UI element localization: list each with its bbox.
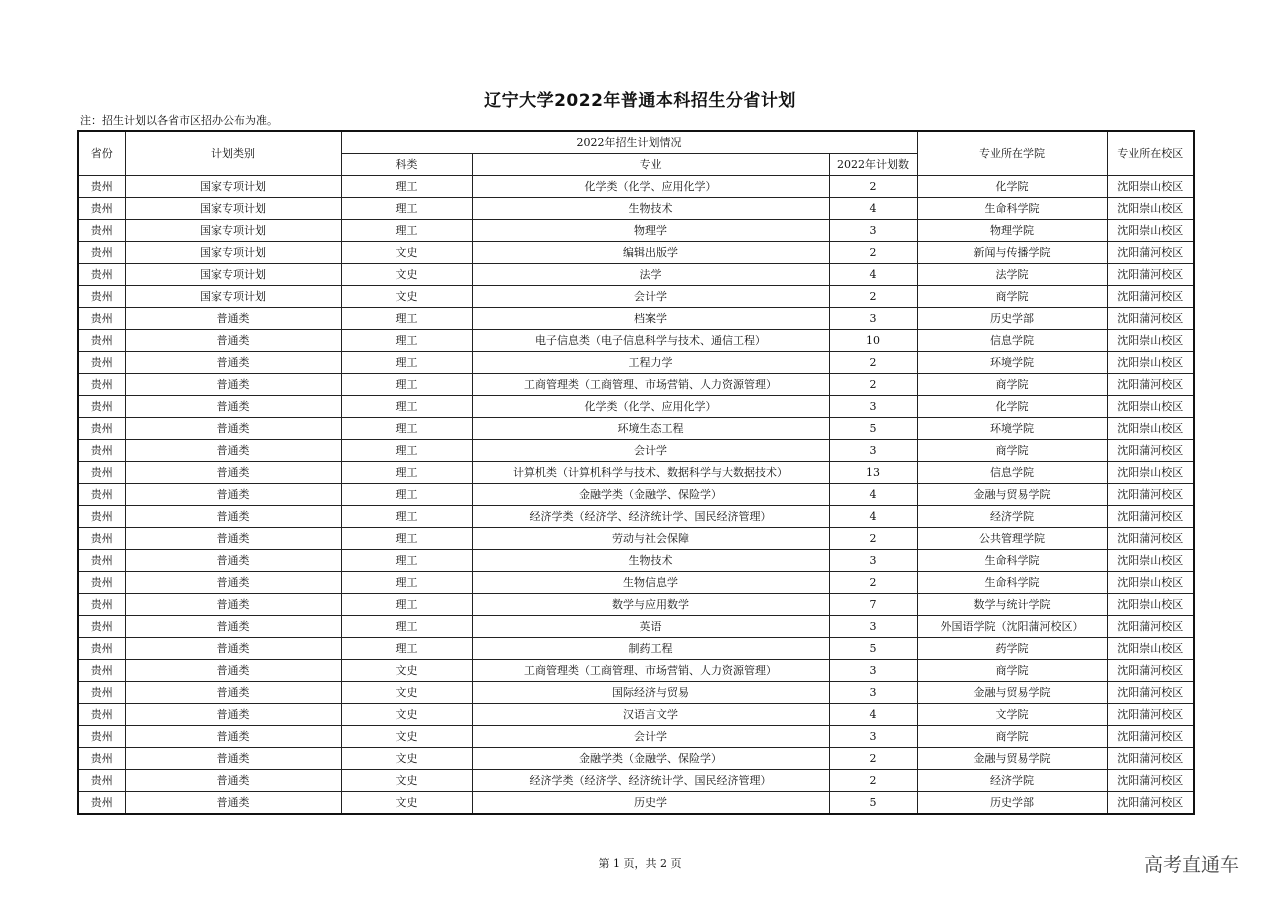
header-plan-group: 2022年招生计划情况 <box>341 131 917 154</box>
cell-college: 数学与统计学院 <box>917 594 1107 616</box>
cell-province: 贵州 <box>78 462 125 484</box>
cell-plan-type: 普通类 <box>125 330 341 352</box>
cell-major: 会计学 <box>472 286 829 308</box>
cell-major: 制药工程 <box>472 638 829 660</box>
cell-category: 文史 <box>341 770 472 792</box>
table-row <box>78 220 1194 242</box>
cell-province: 贵州 <box>78 440 125 462</box>
cell-province: 贵州 <box>78 330 125 352</box>
cell-campus: 沈阳崇山校区 <box>1107 176 1194 198</box>
cell-major: 电子信息类（电子信息科学与技术、通信工程） <box>472 330 829 352</box>
table-row <box>78 660 1194 682</box>
table-header <box>78 131 1194 176</box>
cell-plan-type: 国家专项计划 <box>125 176 341 198</box>
header-count: 2022年计划数 <box>829 154 917 176</box>
cell-college: 环境学院 <box>917 418 1107 440</box>
cell-college: 公共管理学院 <box>917 528 1107 550</box>
cell-plan-type: 普通类 <box>125 792 341 815</box>
cell-major: 物理学 <box>472 220 829 242</box>
table-row <box>78 374 1194 396</box>
cell-category: 理工 <box>341 220 472 242</box>
cell-college: 生命科学院 <box>917 198 1107 220</box>
cell-major: 档案学 <box>472 308 829 330</box>
cell-province: 贵州 <box>78 352 125 374</box>
cell-campus: 沈阳崇山校区 <box>1107 550 1194 572</box>
cell-campus: 沈阳崇山校区 <box>1107 396 1194 418</box>
cell-plan-type: 普通类 <box>125 308 341 330</box>
cell-major: 国际经济与贸易 <box>472 682 829 704</box>
cell-campus: 沈阳蒲河校区 <box>1107 286 1194 308</box>
cell-province: 贵州 <box>78 572 125 594</box>
cell-major: 历史学 <box>472 792 829 815</box>
cell-province: 贵州 <box>78 374 125 396</box>
cell-count: 10 <box>829 330 917 352</box>
table-row <box>78 594 1194 616</box>
cell-college: 历史学部 <box>917 308 1107 330</box>
cell-province: 贵州 <box>78 792 125 815</box>
table-row <box>78 726 1194 748</box>
cell-plan-type: 普通类 <box>125 352 341 374</box>
cell-major: 会计学 <box>472 440 829 462</box>
cell-major: 数学与应用数学 <box>472 594 829 616</box>
cell-category: 理工 <box>341 550 472 572</box>
cell-count: 3 <box>829 220 917 242</box>
cell-college: 金融与贸易学院 <box>917 682 1107 704</box>
cell-campus: 沈阳蒲河校区 <box>1107 770 1194 792</box>
cell-major: 化学类（化学、应用化学） <box>472 396 829 418</box>
cell-plan-type: 普通类 <box>125 726 341 748</box>
cell-college: 商学院 <box>917 726 1107 748</box>
cell-province: 贵州 <box>78 418 125 440</box>
cell-province: 贵州 <box>78 506 125 528</box>
cell-category: 理工 <box>341 396 472 418</box>
cell-college: 物理学院 <box>917 220 1107 242</box>
cell-plan-type: 普通类 <box>125 440 341 462</box>
cell-college: 经济学院 <box>917 770 1107 792</box>
cell-plan-type: 普通类 <box>125 594 341 616</box>
cell-count: 3 <box>829 682 917 704</box>
cell-province: 贵州 <box>78 770 125 792</box>
cell-province: 贵州 <box>78 638 125 660</box>
cell-college: 商学院 <box>917 286 1107 308</box>
cell-province: 贵州 <box>78 198 125 220</box>
cell-college: 商学院 <box>917 374 1107 396</box>
cell-college: 外国语学院（沈阳蒲河校区） <box>917 616 1107 638</box>
cell-count: 5 <box>829 638 917 660</box>
cell-major: 化学类（化学、应用化学） <box>472 176 829 198</box>
cell-major: 经济学类（经济学、经济统计学、国民经济管理） <box>472 506 829 528</box>
cell-province: 贵州 <box>78 748 125 770</box>
cell-campus: 沈阳崇山校区 <box>1107 418 1194 440</box>
cell-college: 商学院 <box>917 660 1107 682</box>
cell-plan-type: 普通类 <box>125 660 341 682</box>
cell-campus: 沈阳崇山校区 <box>1107 198 1194 220</box>
cell-count: 3 <box>829 550 917 572</box>
cell-college: 经济学院 <box>917 506 1107 528</box>
cell-count: 2 <box>829 176 917 198</box>
table-row <box>78 704 1194 726</box>
cell-major: 编辑出版学 <box>472 242 829 264</box>
cell-count: 2 <box>829 770 917 792</box>
cell-major: 计算机类（计算机科学与技术、数据科学与大数据技术） <box>472 462 829 484</box>
cell-province: 贵州 <box>78 176 125 198</box>
cell-plan-type: 普通类 <box>125 484 341 506</box>
cell-count: 4 <box>829 484 917 506</box>
table-row <box>78 792 1194 815</box>
table-row <box>78 396 1194 418</box>
cell-major: 工商管理类（工商管理、市场营销、人力资源管理） <box>472 660 829 682</box>
cell-campus: 沈阳蒲河校区 <box>1107 792 1194 815</box>
cell-major: 工商管理类（工商管理、市场营销、人力资源管理） <box>472 374 829 396</box>
table-row <box>78 264 1194 286</box>
cell-province: 贵州 <box>78 242 125 264</box>
cell-count: 4 <box>829 506 917 528</box>
cell-campus: 沈阳蒲河校区 <box>1107 528 1194 550</box>
cell-campus: 沈阳蒲河校区 <box>1107 682 1194 704</box>
page-footer: 第 1 页，共 2 页 <box>598 857 682 870</box>
table-row <box>78 616 1194 638</box>
cell-plan-type: 普通类 <box>125 704 341 726</box>
table-row <box>78 286 1194 308</box>
cell-count: 3 <box>829 308 917 330</box>
cell-college: 化学院 <box>917 396 1107 418</box>
table-body <box>78 176 1194 815</box>
cell-count: 4 <box>829 264 917 286</box>
cell-count: 13 <box>829 462 917 484</box>
table-row <box>78 352 1194 374</box>
cell-major: 环境生态工程 <box>472 418 829 440</box>
cell-college: 金融与贸易学院 <box>917 484 1107 506</box>
cell-campus: 沈阳崇山校区 <box>1107 462 1194 484</box>
cell-category: 理工 <box>341 176 472 198</box>
cell-count: 3 <box>829 440 917 462</box>
cell-plan-type: 普通类 <box>125 616 341 638</box>
cell-count: 2 <box>829 352 917 374</box>
cell-college: 文学院 <box>917 704 1107 726</box>
cell-category: 理工 <box>341 352 472 374</box>
cell-count: 2 <box>829 286 917 308</box>
cell-college: 生命科学院 <box>917 550 1107 572</box>
cell-province: 贵州 <box>78 660 125 682</box>
table-row <box>78 308 1194 330</box>
cell-plan-type: 国家专项计划 <box>125 242 341 264</box>
cell-province: 贵州 <box>78 682 125 704</box>
cell-college: 药学院 <box>917 638 1107 660</box>
table-row <box>78 418 1194 440</box>
table-row <box>78 330 1194 352</box>
cell-province: 贵州 <box>78 704 125 726</box>
cell-count: 5 <box>829 418 917 440</box>
note-text: 注：招生计划以各省市区招办公布为准。 <box>80 114 278 127</box>
cell-category: 理工 <box>341 440 472 462</box>
cell-count: 2 <box>829 572 917 594</box>
cell-college: 环境学院 <box>917 352 1107 374</box>
table-row <box>78 462 1194 484</box>
cell-category: 文史 <box>341 286 472 308</box>
cell-college: 历史学部 <box>917 792 1107 815</box>
cell-plan-type: 国家专项计划 <box>125 220 341 242</box>
cell-plan-type: 普通类 <box>125 374 341 396</box>
cell-province: 贵州 <box>78 220 125 242</box>
cell-campus: 沈阳蒲河校区 <box>1107 308 1194 330</box>
cell-campus: 沈阳崇山校区 <box>1107 352 1194 374</box>
cell-count: 3 <box>829 726 917 748</box>
cell-campus: 沈阳蒲河校区 <box>1107 660 1194 682</box>
page-title: 辽宁大学2022年普通本科招生分省计划 <box>484 91 796 111</box>
cell-category: 文史 <box>341 264 472 286</box>
cell-major: 经济学类（经济学、经济统计学、国民经济管理） <box>472 770 829 792</box>
cell-category: 理工 <box>341 594 472 616</box>
cell-category: 理工 <box>341 198 472 220</box>
cell-category: 文史 <box>341 682 472 704</box>
cell-province: 贵州 <box>78 484 125 506</box>
header-province: 省份 <box>78 131 125 176</box>
cell-major: 法学 <box>472 264 829 286</box>
cell-campus: 沈阳蒲河校区 <box>1107 704 1194 726</box>
cell-category: 理工 <box>341 330 472 352</box>
cell-plan-type: 普通类 <box>125 572 341 594</box>
table-row <box>78 528 1194 550</box>
cell-province: 贵州 <box>78 726 125 748</box>
cell-province: 贵州 <box>78 308 125 330</box>
cell-count: 3 <box>829 660 917 682</box>
cell-count: 4 <box>829 198 917 220</box>
cell-campus: 沈阳蒲河校区 <box>1107 440 1194 462</box>
cell-province: 贵州 <box>78 264 125 286</box>
cell-province: 贵州 <box>78 396 125 418</box>
cell-campus: 沈阳蒲河校区 <box>1107 748 1194 770</box>
cell-category: 文史 <box>341 748 472 770</box>
cell-category: 文史 <box>341 704 472 726</box>
cell-category: 文史 <box>341 660 472 682</box>
cell-plan-type: 普通类 <box>125 770 341 792</box>
cell-category: 理工 <box>341 484 472 506</box>
table-row <box>78 770 1194 792</box>
cell-college: 法学院 <box>917 264 1107 286</box>
table-row <box>78 638 1194 660</box>
table-row <box>78 440 1194 462</box>
cell-plan-type: 普通类 <box>125 550 341 572</box>
cell-province: 贵州 <box>78 594 125 616</box>
table-row <box>78 242 1194 264</box>
cell-campus: 沈阳蒲河校区 <box>1107 726 1194 748</box>
cell-count: 2 <box>829 748 917 770</box>
table-row <box>78 506 1194 528</box>
cell-count: 2 <box>829 528 917 550</box>
header-campus: 专业所在校区 <box>1107 131 1194 176</box>
table-row <box>78 176 1194 198</box>
cell-major: 汉语言文学 <box>472 704 829 726</box>
table-row <box>78 484 1194 506</box>
cell-plan-type: 普通类 <box>125 748 341 770</box>
cell-count: 3 <box>829 616 917 638</box>
cell-campus: 沈阳蒲河校区 <box>1107 484 1194 506</box>
header-plan-type: 计划类别 <box>125 131 341 176</box>
table-row <box>78 198 1194 220</box>
header-college: 专业所在学院 <box>917 131 1107 176</box>
cell-category: 文史 <box>341 792 472 815</box>
cell-campus: 沈阳蒲河校区 <box>1107 374 1194 396</box>
cell-plan-type: 国家专项计划 <box>125 264 341 286</box>
cell-campus: 沈阳崇山校区 <box>1107 594 1194 616</box>
cell-major: 会计学 <box>472 726 829 748</box>
cell-college: 化学院 <box>917 176 1107 198</box>
cell-campus: 沈阳崇山校区 <box>1107 572 1194 594</box>
cell-category: 理工 <box>341 638 472 660</box>
cell-category: 文史 <box>341 726 472 748</box>
cell-count: 3 <box>829 396 917 418</box>
cell-province: 贵州 <box>78 286 125 308</box>
cell-major: 金融学类（金融学、保险学） <box>472 484 829 506</box>
table-row <box>78 572 1194 594</box>
cell-category: 理工 <box>341 462 472 484</box>
enrollment-plan-table <box>77 130 1195 815</box>
cell-plan-type: 普通类 <box>125 682 341 704</box>
cell-college: 金融与贸易学院 <box>917 748 1107 770</box>
cell-college: 信息学院 <box>917 330 1107 352</box>
cell-campus: 沈阳崇山校区 <box>1107 638 1194 660</box>
cell-major: 生物技术 <box>472 550 829 572</box>
cell-count: 2 <box>829 374 917 396</box>
cell-province: 贵州 <box>78 616 125 638</box>
cell-campus: 沈阳崇山校区 <box>1107 330 1194 352</box>
header-category: 科类 <box>341 154 472 176</box>
cell-major: 工程力学 <box>472 352 829 374</box>
cell-count: 5 <box>829 792 917 815</box>
cell-plan-type: 普通类 <box>125 506 341 528</box>
cell-plan-type: 普通类 <box>125 638 341 660</box>
cell-campus: 沈阳蒲河校区 <box>1107 616 1194 638</box>
cell-campus: 沈阳崇山校区 <box>1107 220 1194 242</box>
cell-category: 理工 <box>341 572 472 594</box>
cell-category: 理工 <box>341 528 472 550</box>
cell-category: 理工 <box>341 616 472 638</box>
cell-category: 理工 <box>341 374 472 396</box>
cell-category: 文史 <box>341 242 472 264</box>
cell-category: 理工 <box>341 418 472 440</box>
cell-count: 4 <box>829 704 917 726</box>
cell-major: 生物信息学 <box>472 572 829 594</box>
cell-college: 商学院 <box>917 440 1107 462</box>
cell-college: 生命科学院 <box>917 572 1107 594</box>
cell-campus: 沈阳蒲河校区 <box>1107 242 1194 264</box>
cell-plan-type: 国家专项计划 <box>125 198 341 220</box>
cell-count: 2 <box>829 242 917 264</box>
table-row <box>78 682 1194 704</box>
table-row <box>78 550 1194 572</box>
table-row <box>78 748 1194 770</box>
cell-college: 新闻与传播学院 <box>917 242 1107 264</box>
cell-plan-type: 普通类 <box>125 418 341 440</box>
cell-college: 信息学院 <box>917 462 1107 484</box>
cell-major: 金融学类（金融学、保险学） <box>472 748 829 770</box>
cell-major: 生物技术 <box>472 198 829 220</box>
cell-major: 劳动与社会保障 <box>472 528 829 550</box>
cell-campus: 沈阳蒲河校区 <box>1107 264 1194 286</box>
watermark-text: 高考直通车 <box>1144 854 1240 876</box>
cell-count: 7 <box>829 594 917 616</box>
cell-major: 英语 <box>472 616 829 638</box>
cell-campus: 沈阳蒲河校区 <box>1107 506 1194 528</box>
cell-province: 贵州 <box>78 550 125 572</box>
cell-category: 理工 <box>341 506 472 528</box>
cell-plan-type: 国家专项计划 <box>125 286 341 308</box>
cell-plan-type: 普通类 <box>125 528 341 550</box>
cell-province: 贵州 <box>78 528 125 550</box>
cell-plan-type: 普通类 <box>125 462 341 484</box>
header-major: 专业 <box>472 154 829 176</box>
cell-plan-type: 普通类 <box>125 396 341 418</box>
cell-category: 理工 <box>341 308 472 330</box>
